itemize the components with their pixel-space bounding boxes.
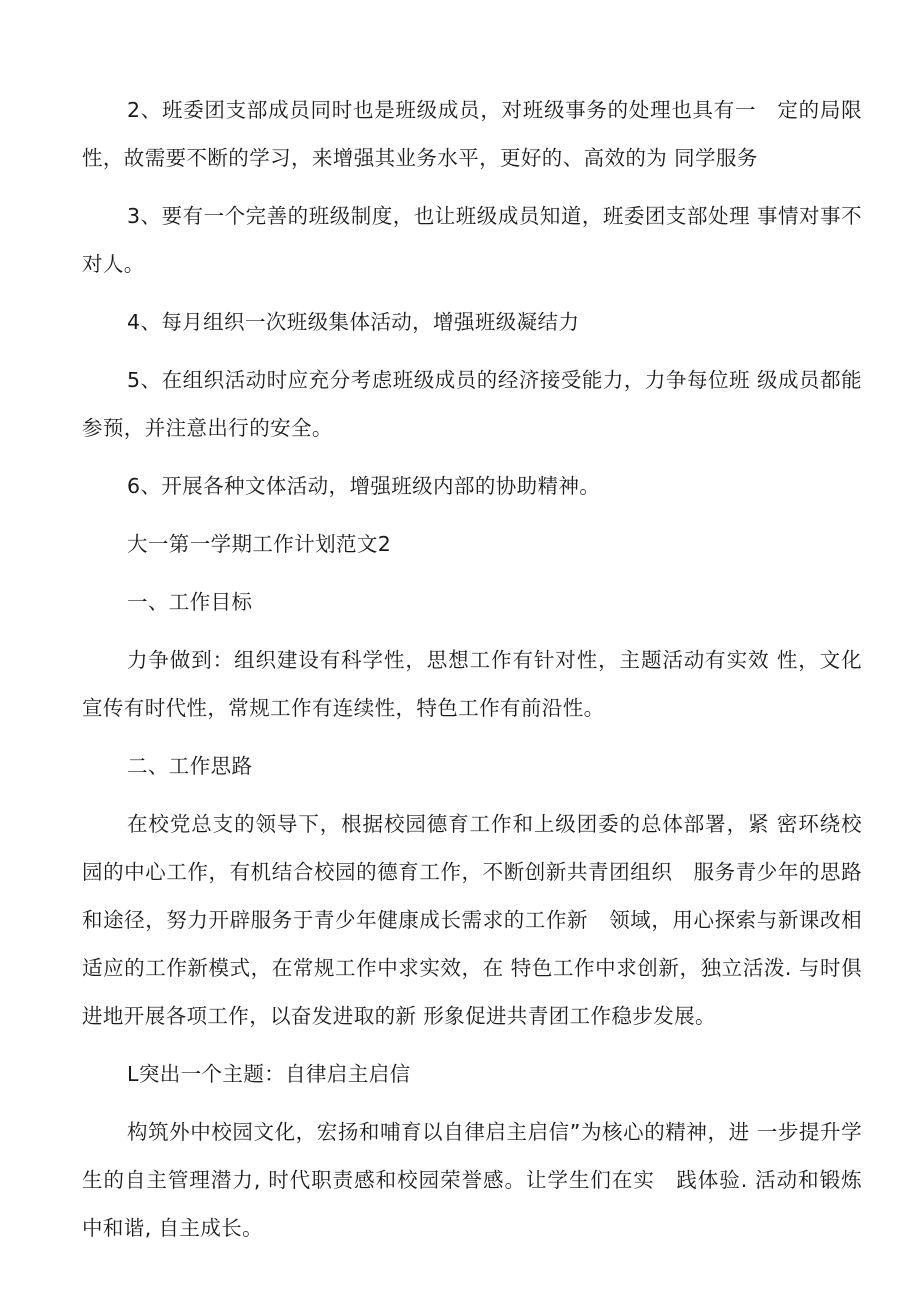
- paragraph-item-3: 3、要有一个完善的班级制度，也让班级成员知道，班委团支部处理 事情对事不对人。: [82, 204, 862, 276]
- paragraph-goals: 力争做到：组织建设有科学性，思想工作有针对性，主题活动有实效 性，文化宣传有时代性，常规工作有连续性，特色工作有前沿性。: [82, 648, 862, 720]
- paragraph-item-2: 2、班委团支部成员同时也是班级成员，对班级事务的处理也具有一 定的局限性，故需要不断的学习，来增强其业务水平，更好的、高效的为 同学服务: [82, 98, 862, 170]
- heading-work-goals: 一、工作目标: [127, 590, 253, 614]
- heading-work-ideas: 二、工作思路: [127, 754, 253, 778]
- document-body: [82, 86, 862, 1262]
- paragraph-item-5: 5、在组织活动时应充分考虑班级成员的经济接受能力，力争每位班 级成员都能参预，并注意出行的安全。: [82, 368, 862, 440]
- section-title: 大一第一学期工作计划范文2: [127, 532, 392, 556]
- heading-theme: L突出一个主题：自律启主启信: [127, 1062, 411, 1086]
- paragraph-item-6: 6、开展各种文体活动，增强班级内部的协助精神。: [127, 474, 601, 498]
- paragraph-item-4: 4、每月组织一次班级集体活动，增强班级凝结力: [127, 310, 580, 334]
- paragraph-theme: 构筑外中校园文化，宏扬和哺育以自律启主启信”为核心的精神，进 一步提升学生的自主管理潜力, 时代职责感和校园荣誉感。让学生们在实 践体验. 活动和锻炼中和谐, 自主成长。: [82, 1120, 862, 1240]
- paragraph-ideas: 在校党总支的领导下，根据校园德育工作和上级团委的总体部署，紧 密环绕校园的中心工作，有机结合校园的德育工作，不断创新共青团组织 服务青少年的思路和途径，努力开辟服务于青少年健康成长需求的工作新 领域，用心探索与新课改相适应的工作新模式，在常规工作中求实效，在 特色工作中求创新，独立活泼. 与时俱进地开展各项工作，以奋发进取的新 形象促进共青团工作稳步发展。: [82, 812, 862, 1028]
